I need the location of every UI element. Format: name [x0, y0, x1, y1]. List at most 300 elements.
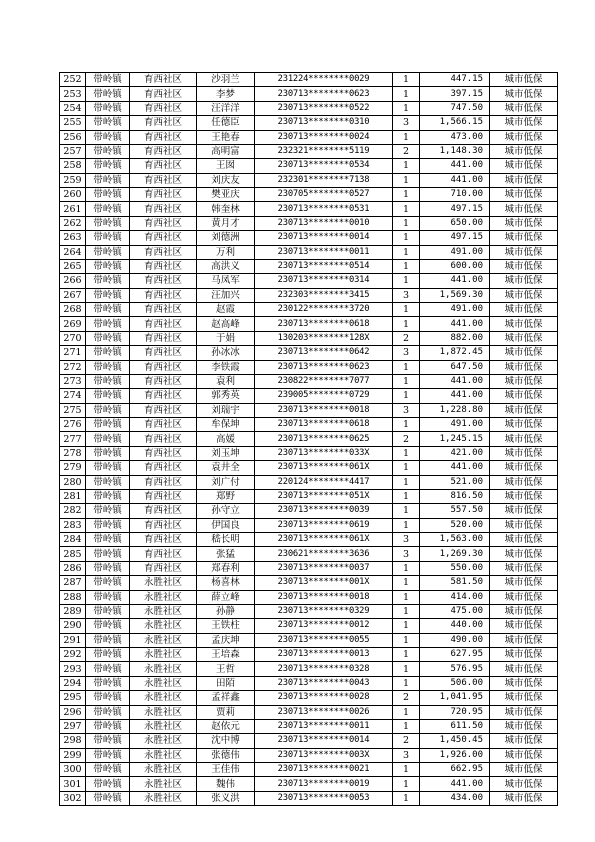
community-cell: 育西社区 — [130, 360, 197, 374]
category-cell: 城市低保 — [490, 130, 558, 144]
household-size-cell: 1 — [393, 619, 420, 633]
amount-cell: 720.95 — [420, 705, 490, 719]
id-number-cell: 230713********0328 — [255, 662, 393, 676]
household-size-cell: 1 — [393, 475, 420, 489]
id-number-cell: 230713********0642 — [255, 346, 393, 360]
amount-cell: 1,563.00 — [420, 533, 490, 547]
amount-cell: 421.00 — [420, 446, 490, 460]
category-cell: 城市低保 — [490, 734, 558, 748]
household-size-cell: 1 — [393, 561, 420, 575]
community-cell: 育西社区 — [130, 274, 197, 288]
table-row — [60, 475, 558, 489]
household-size-cell: 1 — [393, 461, 420, 475]
id-number-cell: 230713********033X — [255, 446, 393, 460]
id-number-cell: 230713********0018 — [255, 590, 393, 604]
town-cell: 带岭镇 — [86, 331, 130, 345]
category-cell: 城市低保 — [490, 791, 558, 805]
town-cell: 带岭镇 — [86, 576, 130, 590]
amount-cell: 506.00 — [420, 676, 490, 690]
household-size-cell: 1 — [393, 648, 420, 662]
row-number-cell: 276 — [60, 418, 86, 432]
table-row — [60, 619, 558, 633]
household-size-cell: 2 — [393, 432, 420, 446]
id-number-cell: 230713********061X — [255, 533, 393, 547]
row-number-cell: 258 — [60, 159, 86, 173]
name-cell: 郑野 — [197, 489, 255, 503]
name-cell: 孟庆坤 — [197, 633, 255, 647]
category-cell: 城市低保 — [490, 533, 558, 547]
category-cell: 城市低保 — [490, 245, 558, 259]
household-size-cell: 1 — [393, 101, 420, 115]
table-row — [60, 418, 558, 432]
amount-cell: 600.00 — [420, 259, 490, 273]
id-number-cell: 230713********0310 — [255, 116, 393, 130]
table-row — [60, 489, 558, 503]
community-cell: 育西社区 — [130, 245, 197, 259]
table-row — [60, 231, 558, 245]
community-cell: 育西社区 — [130, 518, 197, 532]
table-row — [60, 791, 558, 805]
town-cell: 带岭镇 — [86, 633, 130, 647]
id-number-cell: 232301********7138 — [255, 173, 393, 187]
id-number-cell: 230713********001X — [255, 576, 393, 590]
community-cell: 育西社区 — [130, 475, 197, 489]
row-number-cell: 283 — [60, 518, 86, 532]
table-row — [60, 202, 558, 216]
town-cell: 带岭镇 — [86, 547, 130, 561]
category-cell: 城市低保 — [490, 331, 558, 345]
category-cell: 城市低保 — [490, 418, 558, 432]
community-cell: 育西社区 — [130, 461, 197, 475]
id-number-cell: 230713********0012 — [255, 619, 393, 633]
household-size-cell: 1 — [393, 662, 420, 676]
amount-cell: 441.00 — [420, 317, 490, 331]
id-number-cell: 230713********0618 — [255, 317, 393, 331]
id-number-cell: 230713********0618 — [255, 418, 393, 432]
category-cell: 城市低保 — [490, 231, 558, 245]
category-cell: 城市低保 — [490, 346, 558, 360]
name-cell: 任德臣 — [197, 116, 255, 130]
amount-cell: 441.00 — [420, 159, 490, 173]
name-cell: 黄月才 — [197, 216, 255, 230]
name-cell: 王哲 — [197, 662, 255, 676]
name-cell: 伊国良 — [197, 518, 255, 532]
category-cell: 城市低保 — [490, 719, 558, 733]
category-cell: 城市低保 — [490, 489, 558, 503]
table-row — [60, 216, 558, 230]
category-cell: 城市低保 — [490, 748, 558, 762]
table-row — [60, 691, 558, 705]
category-cell: 城市低保 — [490, 432, 558, 446]
community-cell: 育西社区 — [130, 202, 197, 216]
community-cell: 育西社区 — [130, 259, 197, 273]
community-cell: 永胜社区 — [130, 791, 197, 805]
town-cell: 带岭镇 — [86, 561, 130, 575]
id-number-cell: 230713********003X — [255, 748, 393, 762]
community-cell: 永胜社区 — [130, 734, 197, 748]
row-number-cell: 268 — [60, 303, 86, 317]
id-number-cell: 230713********0329 — [255, 604, 393, 618]
town-cell: 带岭镇 — [86, 188, 130, 202]
category-cell: 城市低保 — [490, 159, 558, 173]
category-cell: 城市低保 — [490, 475, 558, 489]
row-number-cell: 269 — [60, 317, 86, 331]
community-cell: 育西社区 — [130, 188, 197, 202]
row-number-cell: 274 — [60, 389, 86, 403]
row-number-cell: 273 — [60, 374, 86, 388]
table-row — [60, 748, 558, 762]
household-size-cell: 3 — [393, 288, 420, 302]
name-cell: 高明富 — [197, 144, 255, 158]
name-cell: 张德伟 — [197, 748, 255, 762]
row-number-cell: 253 — [60, 87, 86, 101]
amount-cell: 447.15 — [420, 73, 490, 87]
household-size-cell: 1 — [393, 791, 420, 805]
category-cell: 城市低保 — [490, 173, 558, 187]
household-size-cell: 1 — [393, 73, 420, 87]
row-number-cell: 255 — [60, 116, 86, 130]
id-number-cell: 230713********0531 — [255, 202, 393, 216]
id-number-cell: 232303********3415 — [255, 288, 393, 302]
name-cell: 郑春利 — [197, 561, 255, 575]
amount-cell: 882.00 — [420, 331, 490, 345]
town-cell: 带岭镇 — [86, 216, 130, 230]
community-cell: 永胜社区 — [130, 590, 197, 604]
amount-cell: 491.00 — [420, 303, 490, 317]
name-cell: 高洪义 — [197, 259, 255, 273]
id-number-cell: 230713********0026 — [255, 705, 393, 719]
town-cell: 带岭镇 — [86, 360, 130, 374]
amount-cell: 441.00 — [420, 461, 490, 475]
table-row — [60, 116, 558, 130]
table-row — [60, 303, 558, 317]
id-number-cell: 230713********0014 — [255, 231, 393, 245]
household-size-cell: 3 — [393, 346, 420, 360]
table-row — [60, 719, 558, 733]
amount-cell: 414.00 — [420, 590, 490, 604]
name-cell: 孟祥鑫 — [197, 691, 255, 705]
amount-cell: 1,148.30 — [420, 144, 490, 158]
town-cell: 带岭镇 — [86, 461, 130, 475]
row-number-cell: 277 — [60, 432, 86, 446]
community-cell: 育西社区 — [130, 403, 197, 417]
category-cell: 城市低保 — [490, 216, 558, 230]
id-number-cell: 230713********0314 — [255, 274, 393, 288]
amount-cell: 1,228.80 — [420, 403, 490, 417]
category-cell: 城市低保 — [490, 691, 558, 705]
amount-cell: 520.00 — [420, 518, 490, 532]
name-cell: 韩奎林 — [197, 202, 255, 216]
id-number-cell: 230713********061X — [255, 461, 393, 475]
town-cell: 带岭镇 — [86, 73, 130, 87]
row-number-cell: 301 — [60, 777, 86, 791]
name-cell: 马凤军 — [197, 274, 255, 288]
row-number-cell: 271 — [60, 346, 86, 360]
name-cell: 袁利 — [197, 374, 255, 388]
table-row — [60, 662, 558, 676]
category-cell: 城市低保 — [490, 619, 558, 633]
town-cell: 带岭镇 — [86, 748, 130, 762]
amount-cell: 440.00 — [420, 619, 490, 633]
name-cell: 袁井全 — [197, 461, 255, 475]
town-cell: 带岭镇 — [86, 791, 130, 805]
community-cell: 永胜社区 — [130, 763, 197, 777]
id-number-cell: 230713********0021 — [255, 763, 393, 777]
community-cell: 育西社区 — [130, 231, 197, 245]
amount-cell: 441.00 — [420, 374, 490, 388]
amount-cell: 576.95 — [420, 662, 490, 676]
row-number-cell: 267 — [60, 288, 86, 302]
town-cell: 带岭镇 — [86, 604, 130, 618]
table-row — [60, 360, 558, 374]
table-row — [60, 590, 558, 604]
name-cell: 刘德洲 — [197, 231, 255, 245]
town-cell: 带岭镇 — [86, 719, 130, 733]
category-cell: 城市低保 — [490, 777, 558, 791]
row-number-cell: 285 — [60, 547, 86, 561]
household-size-cell: 1 — [393, 360, 420, 374]
town-cell: 带岭镇 — [86, 418, 130, 432]
amount-cell: 1,872.45 — [420, 346, 490, 360]
town-cell: 带岭镇 — [86, 389, 130, 403]
name-cell: 张义洪 — [197, 791, 255, 805]
community-cell: 育西社区 — [130, 561, 197, 575]
name-cell: 沈中博 — [197, 734, 255, 748]
category-cell: 城市低保 — [490, 676, 558, 690]
name-cell: 汪加兴 — [197, 288, 255, 302]
town-cell: 带岭镇 — [86, 317, 130, 331]
amount-cell: 611.50 — [420, 719, 490, 733]
community-cell: 永胜社区 — [130, 719, 197, 733]
amount-cell: 816.50 — [420, 489, 490, 503]
amount-cell: 441.00 — [420, 274, 490, 288]
amount-cell: 1,926.00 — [420, 748, 490, 762]
town-cell: 带岭镇 — [86, 705, 130, 719]
household-size-cell: 1 — [393, 245, 420, 259]
town-cell: 带岭镇 — [86, 662, 130, 676]
table-row — [60, 288, 558, 302]
amount-cell: 1,245.15 — [420, 432, 490, 446]
table-row — [60, 331, 558, 345]
name-cell: 刘庆友 — [197, 173, 255, 187]
name-cell: 王培森 — [197, 648, 255, 662]
community-cell: 育西社区 — [130, 389, 197, 403]
name-cell: 沙羽兰 — [197, 73, 255, 87]
table-row — [60, 346, 558, 360]
id-number-cell: 230713********051X — [255, 489, 393, 503]
town-cell: 带岭镇 — [86, 144, 130, 158]
household-size-cell: 1 — [393, 518, 420, 532]
table-row — [60, 648, 558, 662]
relief-table — [59, 72, 558, 806]
household-size-cell: 2 — [393, 331, 420, 345]
amount-cell: 521.00 — [420, 475, 490, 489]
table-row — [60, 73, 558, 87]
table-row — [60, 504, 558, 518]
household-size-cell: 1 — [393, 202, 420, 216]
town-cell: 带岭镇 — [86, 504, 130, 518]
id-number-cell: 230713********0013 — [255, 648, 393, 662]
household-size-cell: 1 — [393, 676, 420, 690]
table-row — [60, 87, 558, 101]
amount-cell: 475.00 — [420, 604, 490, 618]
category-cell: 城市低保 — [490, 648, 558, 662]
community-cell: 育西社区 — [130, 446, 197, 460]
row-number-cell: 257 — [60, 144, 86, 158]
community-cell: 育西社区 — [130, 116, 197, 130]
table-row — [60, 576, 558, 590]
category-cell: 城市低保 — [490, 590, 558, 604]
name-cell: 嵇长明 — [197, 533, 255, 547]
community-cell: 育西社区 — [130, 346, 197, 360]
household-size-cell: 1 — [393, 130, 420, 144]
id-number-cell: 230713********0619 — [255, 518, 393, 532]
row-number-cell: 298 — [60, 734, 86, 748]
community-cell: 育西社区 — [130, 374, 197, 388]
id-number-cell: 130203********128X — [255, 331, 393, 345]
amount-cell: 490.00 — [420, 633, 490, 647]
household-size-cell: 1 — [393, 763, 420, 777]
category-cell: 城市低保 — [490, 547, 558, 561]
amount-cell: 441.00 — [420, 173, 490, 187]
name-cell: 李铁霞 — [197, 360, 255, 374]
category-cell: 城市低保 — [490, 374, 558, 388]
table-row — [60, 259, 558, 273]
name-cell: 杨喜林 — [197, 576, 255, 590]
household-size-cell: 1 — [393, 705, 420, 719]
amount-cell: 627.95 — [420, 648, 490, 662]
community-cell: 育西社区 — [130, 547, 197, 561]
category-cell: 城市低保 — [490, 662, 558, 676]
row-number-cell: 263 — [60, 231, 86, 245]
town-cell: 带岭镇 — [86, 101, 130, 115]
category-cell: 城市低保 — [490, 202, 558, 216]
name-cell: 赵高峰 — [197, 317, 255, 331]
household-size-cell: 1 — [393, 504, 420, 518]
table-row — [60, 777, 558, 791]
amount-cell: 491.00 — [420, 418, 490, 432]
table-row — [60, 734, 558, 748]
category-cell: 城市低保 — [490, 389, 558, 403]
id-number-cell: 232321********5119 — [255, 144, 393, 158]
row-number-cell: 300 — [60, 763, 86, 777]
household-size-cell: 1 — [393, 389, 420, 403]
table-row — [60, 446, 558, 460]
town-cell: 带岭镇 — [86, 87, 130, 101]
row-number-cell: 261 — [60, 202, 86, 216]
household-size-cell: 1 — [393, 159, 420, 173]
id-number-cell: 230122********3720 — [255, 303, 393, 317]
household-size-cell: 1 — [393, 576, 420, 590]
category-cell: 城市低保 — [490, 87, 558, 101]
town-cell: 带岭镇 — [86, 734, 130, 748]
community-cell: 永胜社区 — [130, 633, 197, 647]
household-size-cell: 3 — [393, 547, 420, 561]
household-size-cell: 3 — [393, 403, 420, 417]
row-number-cell: 254 — [60, 101, 86, 115]
household-size-cell: 1 — [393, 274, 420, 288]
table-row — [60, 130, 558, 144]
household-size-cell: 2 — [393, 691, 420, 705]
community-cell: 永胜社区 — [130, 705, 197, 719]
row-number-cell: 266 — [60, 274, 86, 288]
community-cell: 育西社区 — [130, 159, 197, 173]
town-cell: 带岭镇 — [86, 346, 130, 360]
community-cell: 育西社区 — [130, 101, 197, 115]
name-cell: 牟保坤 — [197, 418, 255, 432]
town-cell: 带岭镇 — [86, 676, 130, 690]
community-cell: 育西社区 — [130, 418, 197, 432]
amount-cell: 1,450.45 — [420, 734, 490, 748]
town-cell: 带岭镇 — [86, 691, 130, 705]
community-cell: 育西社区 — [130, 432, 197, 446]
row-number-cell: 278 — [60, 446, 86, 460]
town-cell: 带岭镇 — [86, 374, 130, 388]
name-cell: 孙冰冰 — [197, 346, 255, 360]
household-size-cell: 3 — [393, 116, 420, 130]
row-number-cell: 292 — [60, 648, 86, 662]
id-number-cell: 230621********3636 — [255, 547, 393, 561]
household-size-cell: 1 — [393, 489, 420, 503]
household-size-cell: 1 — [393, 188, 420, 202]
amount-cell: 557.50 — [420, 504, 490, 518]
name-cell: 刘瑞宇 — [197, 403, 255, 417]
id-number-cell: 230713********0018 — [255, 403, 393, 417]
name-cell: 魏伟 — [197, 777, 255, 791]
town-cell: 带岭镇 — [86, 173, 130, 187]
name-cell: 郭秀英 — [197, 389, 255, 403]
id-number-cell: 230713********0039 — [255, 504, 393, 518]
row-number-cell: 279 — [60, 461, 86, 475]
row-number-cell: 294 — [60, 676, 86, 690]
row-number-cell: 275 — [60, 403, 86, 417]
household-size-cell: 1 — [393, 303, 420, 317]
id-number-cell: 220124********4417 — [255, 475, 393, 489]
id-number-cell: 230713********0522 — [255, 101, 393, 115]
community-cell: 永胜社区 — [130, 604, 197, 618]
table-row — [60, 173, 558, 187]
amount-cell: 441.00 — [420, 389, 490, 403]
category-cell: 城市低保 — [490, 303, 558, 317]
household-size-cell: 1 — [393, 590, 420, 604]
row-number-cell: 293 — [60, 662, 86, 676]
town-cell: 带岭镇 — [86, 446, 130, 460]
category-cell: 城市低保 — [490, 274, 558, 288]
household-size-cell: 1 — [393, 231, 420, 245]
table-row — [60, 188, 558, 202]
row-number-cell: 295 — [60, 691, 86, 705]
community-cell: 育西社区 — [130, 489, 197, 503]
row-number-cell: 290 — [60, 619, 86, 633]
table-row — [60, 705, 558, 719]
community-cell: 育西社区 — [130, 216, 197, 230]
id-number-cell: 230713********0514 — [255, 259, 393, 273]
category-cell: 城市低保 — [490, 188, 558, 202]
name-cell: 赵依元 — [197, 719, 255, 733]
id-number-cell: 230705********0527 — [255, 188, 393, 202]
row-number-cell: 286 — [60, 561, 86, 575]
amount-cell: 491.00 — [420, 245, 490, 259]
household-size-cell: 1 — [393, 87, 420, 101]
community-cell: 育西社区 — [130, 317, 197, 331]
table-row — [60, 633, 558, 647]
community-cell: 育西社区 — [130, 130, 197, 144]
row-number-cell: 256 — [60, 130, 86, 144]
id-number-cell: 230713********0623 — [255, 87, 393, 101]
row-number-cell: 280 — [60, 475, 86, 489]
town-cell: 带岭镇 — [86, 648, 130, 662]
town-cell: 带岭镇 — [86, 231, 130, 245]
